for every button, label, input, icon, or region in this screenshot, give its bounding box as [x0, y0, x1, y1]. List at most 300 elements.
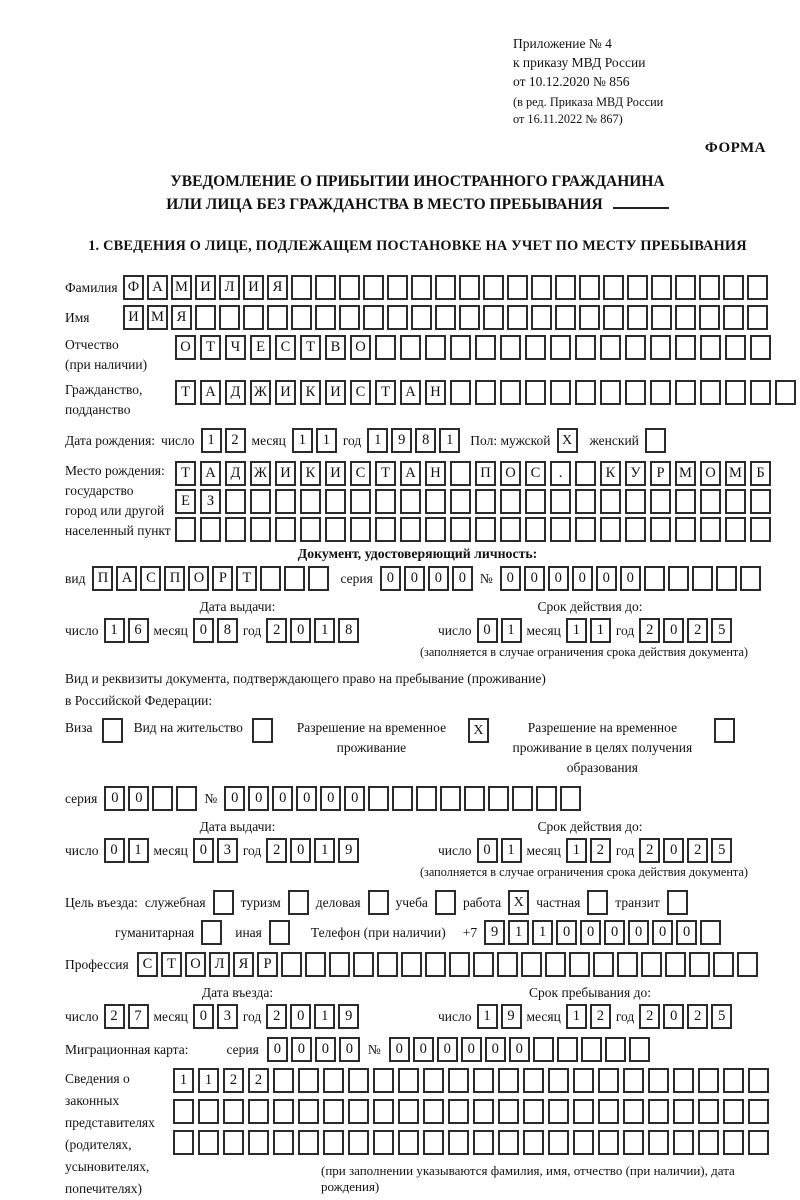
char-cell[interactable]: [723, 1099, 744, 1124]
char-cell[interactable]: [450, 335, 471, 360]
char-cell[interactable]: [450, 461, 471, 486]
char-cell[interactable]: [723, 1068, 744, 1093]
char-cell[interactable]: [629, 1037, 650, 1062]
char-cell[interactable]: [725, 517, 746, 542]
char-cell[interactable]: [368, 786, 389, 811]
char-cell[interactable]: [603, 275, 624, 300]
char-cell[interactable]: [291, 275, 312, 300]
char-cell[interactable]: [548, 1099, 569, 1124]
char-cell[interactable]: П: [164, 566, 185, 591]
char-cell[interactable]: [668, 566, 689, 591]
char-cell[interactable]: [625, 335, 646, 360]
char-cell[interactable]: 8: [415, 428, 436, 453]
char-cell[interactable]: 0: [604, 920, 625, 945]
char-cell[interactable]: С: [350, 461, 371, 486]
char-cell[interactable]: [598, 1130, 619, 1155]
char-cell[interactable]: 1: [566, 618, 587, 643]
char-cell[interactable]: С: [525, 461, 546, 486]
char-cell[interactable]: 0: [676, 920, 697, 945]
char-cell[interactable]: [459, 275, 480, 300]
char-cell[interactable]: [298, 1130, 319, 1155]
purpose-private-checkbox[interactable]: [587, 890, 608, 915]
char-cell[interactable]: [173, 1099, 194, 1124]
char-cell[interactable]: О: [500, 461, 521, 486]
purpose-official-checkbox[interactable]: [213, 890, 234, 915]
char-cell[interactable]: Е: [175, 489, 196, 514]
char-cell[interactable]: [507, 275, 528, 300]
char-cell[interactable]: [435, 275, 456, 300]
char-cell[interactable]: 2: [590, 838, 611, 863]
char-cell[interactable]: Е: [250, 335, 271, 360]
char-cell[interactable]: [725, 335, 746, 360]
female-checkbox[interactable]: [645, 428, 666, 453]
char-cell[interactable]: Я: [233, 952, 254, 977]
char-cell[interactable]: [175, 517, 196, 542]
char-cell[interactable]: [600, 517, 621, 542]
char-cell[interactable]: [750, 335, 771, 360]
char-cell[interactable]: 2: [639, 838, 660, 863]
char-cell[interactable]: 3: [217, 838, 238, 863]
char-cell[interactable]: [411, 275, 432, 300]
char-cell[interactable]: [575, 335, 596, 360]
char-cell[interactable]: [673, 1068, 694, 1093]
char-cell[interactable]: [650, 380, 671, 405]
char-cell[interactable]: И: [325, 380, 346, 405]
char-cell[interactable]: 0: [663, 838, 684, 863]
char-cell[interactable]: [425, 335, 446, 360]
char-cell[interactable]: 9: [501, 1004, 522, 1029]
char-cell[interactable]: 1: [292, 428, 313, 453]
char-cell[interactable]: [723, 305, 744, 330]
char-cell[interactable]: [416, 786, 437, 811]
char-cell[interactable]: [497, 952, 518, 977]
char-cell[interactable]: [698, 1099, 719, 1124]
char-cell[interactable]: 0: [104, 786, 125, 811]
char-cell[interactable]: [675, 335, 696, 360]
char-cell[interactable]: [353, 952, 374, 977]
char-cell[interactable]: [575, 489, 596, 514]
char-cell[interactable]: [243, 305, 264, 330]
char-cell[interactable]: Т: [300, 335, 321, 360]
char-cell[interactable]: Ч: [225, 335, 246, 360]
char-cell[interactable]: [325, 489, 346, 514]
char-cell[interactable]: Т: [375, 461, 396, 486]
char-cell[interactable]: [531, 305, 552, 330]
char-cell[interactable]: Т: [175, 380, 196, 405]
char-cell[interactable]: 0: [248, 786, 269, 811]
char-cell[interactable]: [651, 275, 672, 300]
char-cell[interactable]: [648, 1068, 669, 1093]
char-cell[interactable]: [644, 566, 665, 591]
char-cell[interactable]: 1: [104, 618, 125, 643]
char-cell[interactable]: [411, 305, 432, 330]
char-cell[interactable]: С: [275, 335, 296, 360]
char-cell[interactable]: [525, 489, 546, 514]
char-cell[interactable]: 2: [687, 618, 708, 643]
char-cell[interactable]: 0: [344, 786, 365, 811]
char-cell[interactable]: [641, 952, 662, 977]
char-cell[interactable]: 1: [128, 838, 149, 863]
char-cell[interactable]: [623, 1099, 644, 1124]
char-cell[interactable]: Я: [171, 305, 192, 330]
char-cell[interactable]: И: [195, 275, 216, 300]
char-cell[interactable]: [600, 489, 621, 514]
char-cell[interactable]: И: [275, 380, 296, 405]
char-cell[interactable]: 0: [652, 920, 673, 945]
char-cell[interactable]: К: [300, 380, 321, 405]
char-cell[interactable]: [323, 1068, 344, 1093]
purpose-other-checkbox[interactable]: [269, 920, 290, 945]
char-cell[interactable]: Д: [225, 461, 246, 486]
char-cell[interactable]: 1: [314, 838, 335, 863]
char-cell[interactable]: 1: [316, 428, 337, 453]
char-cell[interactable]: [400, 489, 421, 514]
char-cell[interactable]: 1: [566, 1004, 587, 1029]
char-cell[interactable]: 1: [201, 428, 222, 453]
char-cell[interactable]: П: [92, 566, 113, 591]
char-cell[interactable]: [425, 489, 446, 514]
purpose-humanitarian-checkbox[interactable]: [201, 920, 222, 945]
char-cell[interactable]: З: [200, 489, 221, 514]
char-cell[interactable]: [260, 566, 281, 591]
char-cell[interactable]: [689, 952, 710, 977]
char-cell[interactable]: А: [400, 461, 421, 486]
char-cell[interactable]: [573, 1099, 594, 1124]
char-cell[interactable]: [423, 1130, 444, 1155]
char-cell[interactable]: 0: [315, 1037, 336, 1062]
char-cell[interactable]: [617, 952, 638, 977]
char-cell[interactable]: [281, 952, 302, 977]
char-cell[interactable]: 0: [548, 566, 569, 591]
char-cell[interactable]: [473, 952, 494, 977]
char-cell[interactable]: [498, 1099, 519, 1124]
char-cell[interactable]: [350, 517, 371, 542]
char-cell[interactable]: [173, 1130, 194, 1155]
char-cell[interactable]: [750, 489, 771, 514]
char-cell[interactable]: 0: [272, 786, 293, 811]
char-cell[interactable]: 0: [290, 838, 311, 863]
char-cell[interactable]: [598, 1099, 619, 1124]
char-cell[interactable]: Ж: [250, 380, 271, 405]
char-cell[interactable]: [575, 517, 596, 542]
char-cell[interactable]: С: [137, 952, 158, 977]
char-cell[interactable]: И: [275, 461, 296, 486]
char-cell[interactable]: Л: [219, 275, 240, 300]
char-cell[interactable]: 5: [711, 1004, 732, 1029]
temp-residence-edu-checkbox[interactable]: [714, 718, 735, 743]
char-cell[interactable]: [650, 335, 671, 360]
purpose-business-checkbox[interactable]: [368, 890, 389, 915]
char-cell[interactable]: [748, 1068, 769, 1093]
char-cell[interactable]: Б: [750, 461, 771, 486]
char-cell[interactable]: [675, 275, 696, 300]
char-cell[interactable]: [581, 1037, 602, 1062]
char-cell[interactable]: 0: [509, 1037, 530, 1062]
char-cell[interactable]: 0: [339, 1037, 360, 1062]
char-cell[interactable]: [700, 517, 721, 542]
char-cell[interactable]: 0: [389, 1037, 410, 1062]
char-cell[interactable]: [748, 1099, 769, 1124]
char-cell[interactable]: [533, 1037, 554, 1062]
char-cell[interactable]: Р: [257, 952, 278, 977]
char-cell[interactable]: [579, 305, 600, 330]
char-cell[interactable]: [440, 786, 461, 811]
char-cell[interactable]: [523, 1068, 544, 1093]
char-cell[interactable]: И: [325, 461, 346, 486]
char-cell[interactable]: [573, 1068, 594, 1093]
char-cell[interactable]: 0: [413, 1037, 434, 1062]
char-cell[interactable]: [648, 1130, 669, 1155]
char-cell[interactable]: [750, 380, 771, 405]
char-cell[interactable]: О: [188, 566, 209, 591]
char-cell[interactable]: М: [675, 461, 696, 486]
char-cell[interactable]: [573, 1130, 594, 1155]
char-cell[interactable]: .: [550, 461, 571, 486]
char-cell[interactable]: [473, 1099, 494, 1124]
char-cell[interactable]: [323, 1130, 344, 1155]
char-cell[interactable]: [598, 1068, 619, 1093]
char-cell[interactable]: 1: [314, 618, 335, 643]
char-cell[interactable]: 0: [320, 786, 341, 811]
char-cell[interactable]: [700, 489, 721, 514]
char-cell[interactable]: [675, 489, 696, 514]
char-cell[interactable]: 0: [500, 566, 521, 591]
char-cell[interactable]: О: [175, 335, 196, 360]
char-cell[interactable]: 0: [663, 618, 684, 643]
char-cell[interactable]: [675, 380, 696, 405]
char-cell[interactable]: Т: [236, 566, 257, 591]
char-cell[interactable]: [435, 305, 456, 330]
char-cell[interactable]: [450, 517, 471, 542]
char-cell[interactable]: [483, 275, 504, 300]
char-cell[interactable]: [775, 380, 796, 405]
char-cell[interactable]: 0: [128, 786, 149, 811]
char-cell[interactable]: 0: [267, 1037, 288, 1062]
char-cell[interactable]: [673, 1130, 694, 1155]
char-cell[interactable]: [339, 305, 360, 330]
char-cell[interactable]: [339, 275, 360, 300]
char-cell[interactable]: [348, 1068, 369, 1093]
char-cell[interactable]: 2: [104, 1004, 125, 1029]
char-cell[interactable]: [298, 1099, 319, 1124]
char-cell[interactable]: 0: [104, 838, 125, 863]
char-cell[interactable]: 2: [223, 1068, 244, 1093]
char-cell[interactable]: [500, 489, 521, 514]
char-cell[interactable]: К: [600, 461, 621, 486]
char-cell[interactable]: [579, 275, 600, 300]
char-cell[interactable]: 1: [590, 618, 611, 643]
char-cell[interactable]: [273, 1099, 294, 1124]
char-cell[interactable]: [525, 517, 546, 542]
char-cell[interactable]: [425, 517, 446, 542]
char-cell[interactable]: [373, 1068, 394, 1093]
char-cell[interactable]: 0: [596, 566, 617, 591]
char-cell[interactable]: [625, 517, 646, 542]
char-cell[interactable]: 0: [224, 786, 245, 811]
char-cell[interactable]: [500, 380, 521, 405]
char-cell[interactable]: [475, 380, 496, 405]
char-cell[interactable]: С: [350, 380, 371, 405]
char-cell[interactable]: [488, 786, 509, 811]
char-cell[interactable]: Т: [161, 952, 182, 977]
char-cell[interactable]: 0: [193, 1004, 214, 1029]
char-cell[interactable]: [699, 275, 720, 300]
char-cell[interactable]: М: [171, 275, 192, 300]
char-cell[interactable]: [725, 380, 746, 405]
char-cell[interactable]: Р: [650, 461, 671, 486]
char-cell[interactable]: [250, 489, 271, 514]
char-cell[interactable]: [305, 952, 326, 977]
char-cell[interactable]: [315, 305, 336, 330]
char-cell[interactable]: 2: [590, 1004, 611, 1029]
char-cell[interactable]: А: [147, 275, 168, 300]
visa-checkbox[interactable]: [102, 718, 123, 743]
char-cell[interactable]: И: [243, 275, 264, 300]
char-cell[interactable]: 6: [128, 618, 149, 643]
char-cell[interactable]: [308, 566, 329, 591]
temp-residence-checkbox[interactable]: X: [468, 718, 489, 743]
char-cell[interactable]: [198, 1130, 219, 1155]
char-cell[interactable]: [700, 920, 721, 945]
char-cell[interactable]: [200, 517, 221, 542]
char-cell[interactable]: Т: [175, 461, 196, 486]
char-cell[interactable]: [548, 1130, 569, 1155]
char-cell[interactable]: Т: [375, 380, 396, 405]
char-cell[interactable]: [473, 1130, 494, 1155]
char-cell[interactable]: [673, 1099, 694, 1124]
char-cell[interactable]: [750, 517, 771, 542]
char-cell[interactable]: [449, 952, 470, 977]
char-cell[interactable]: 3: [217, 1004, 238, 1029]
char-cell[interactable]: [555, 275, 576, 300]
char-cell[interactable]: [375, 517, 396, 542]
char-cell[interactable]: М: [147, 305, 168, 330]
char-cell[interactable]: [747, 305, 768, 330]
char-cell[interactable]: [225, 517, 246, 542]
char-cell[interactable]: [273, 1068, 294, 1093]
char-cell[interactable]: [425, 952, 446, 977]
purpose-transit-checkbox[interactable]: [667, 890, 688, 915]
char-cell[interactable]: 5: [711, 618, 732, 643]
char-cell[interactable]: [248, 1130, 269, 1155]
char-cell[interactable]: [223, 1099, 244, 1124]
char-cell[interactable]: [323, 1099, 344, 1124]
char-cell[interactable]: [593, 952, 614, 977]
char-cell[interactable]: [464, 786, 485, 811]
char-cell[interactable]: [275, 517, 296, 542]
char-cell[interactable]: 1: [314, 1004, 335, 1029]
char-cell[interactable]: [550, 489, 571, 514]
char-cell[interactable]: [398, 1099, 419, 1124]
char-cell[interactable]: [713, 952, 734, 977]
char-cell[interactable]: [623, 1130, 644, 1155]
char-cell[interactable]: [483, 305, 504, 330]
char-cell[interactable]: [375, 335, 396, 360]
char-cell[interactable]: [603, 305, 624, 330]
char-cell[interactable]: [152, 786, 173, 811]
char-cell[interactable]: 1: [532, 920, 553, 945]
char-cell[interactable]: [475, 335, 496, 360]
char-cell[interactable]: [500, 517, 521, 542]
char-cell[interactable]: [448, 1099, 469, 1124]
char-cell[interactable]: [459, 305, 480, 330]
char-cell[interactable]: [665, 952, 686, 977]
char-cell[interactable]: 0: [290, 1004, 311, 1029]
char-cell[interactable]: [512, 786, 533, 811]
char-cell[interactable]: [550, 335, 571, 360]
char-cell[interactable]: 0: [461, 1037, 482, 1062]
char-cell[interactable]: А: [400, 380, 421, 405]
char-cell[interactable]: 9: [338, 838, 359, 863]
char-cell[interactable]: [550, 517, 571, 542]
char-cell[interactable]: 2: [225, 428, 246, 453]
char-cell[interactable]: [225, 489, 246, 514]
char-cell[interactable]: [648, 1099, 669, 1124]
char-cell[interactable]: [398, 1130, 419, 1155]
char-cell[interactable]: 7: [128, 1004, 149, 1029]
char-cell[interactable]: [387, 305, 408, 330]
char-cell[interactable]: 0: [663, 1004, 684, 1029]
char-cell[interactable]: [392, 786, 413, 811]
char-cell[interactable]: [560, 786, 581, 811]
purpose-work-checkbox[interactable]: X: [508, 890, 529, 915]
char-cell[interactable]: [723, 1130, 744, 1155]
char-cell[interactable]: 0: [193, 618, 214, 643]
char-cell[interactable]: [625, 380, 646, 405]
char-cell[interactable]: 0: [290, 618, 311, 643]
char-cell[interactable]: [675, 517, 696, 542]
char-cell[interactable]: [363, 275, 384, 300]
char-cell[interactable]: [315, 275, 336, 300]
char-cell[interactable]: У: [625, 461, 646, 486]
char-cell[interactable]: 0: [452, 566, 473, 591]
char-cell[interactable]: [548, 1068, 569, 1093]
char-cell[interactable]: 1: [566, 838, 587, 863]
char-cell[interactable]: А: [116, 566, 137, 591]
char-cell[interactable]: 2: [687, 1004, 708, 1029]
char-cell[interactable]: [555, 305, 576, 330]
char-cell[interactable]: 0: [193, 838, 214, 863]
char-cell[interactable]: К: [300, 461, 321, 486]
char-cell[interactable]: [423, 1099, 444, 1124]
char-cell[interactable]: 0: [524, 566, 545, 591]
char-cell[interactable]: 9: [338, 1004, 359, 1029]
char-cell[interactable]: П: [475, 461, 496, 486]
char-cell[interactable]: Ж: [250, 461, 271, 486]
char-cell[interactable]: 0: [380, 566, 401, 591]
char-cell[interactable]: [523, 1130, 544, 1155]
char-cell[interactable]: [525, 380, 546, 405]
male-checkbox[interactable]: X: [557, 428, 578, 453]
char-cell[interactable]: [740, 566, 761, 591]
char-cell[interactable]: [267, 305, 288, 330]
char-cell[interactable]: [473, 1068, 494, 1093]
char-cell[interactable]: [475, 489, 496, 514]
char-cell[interactable]: 0: [620, 566, 641, 591]
char-cell[interactable]: [498, 1068, 519, 1093]
char-cell[interactable]: [348, 1099, 369, 1124]
char-cell[interactable]: [273, 1130, 294, 1155]
char-cell[interactable]: [450, 489, 471, 514]
char-cell[interactable]: [600, 380, 621, 405]
char-cell[interactable]: 2: [639, 1004, 660, 1029]
char-cell[interactable]: И: [123, 305, 144, 330]
char-cell[interactable]: [400, 335, 421, 360]
char-cell[interactable]: [716, 566, 737, 591]
char-cell[interactable]: 1: [477, 1004, 498, 1029]
char-cell[interactable]: А: [200, 380, 221, 405]
char-cell[interactable]: [575, 380, 596, 405]
